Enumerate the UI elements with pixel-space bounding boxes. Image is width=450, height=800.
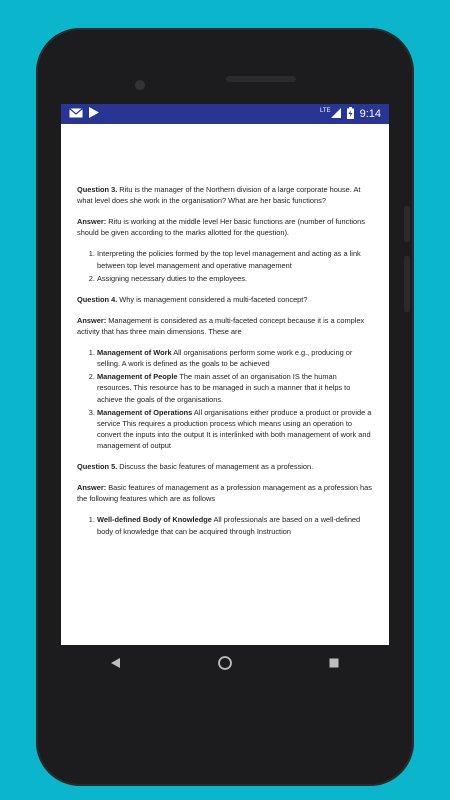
- status-bar: [61, 104, 389, 124]
- back-icon[interactable]: [104, 651, 128, 675]
- question-5: Question 5. Discuss the basic features of management as a profession.: [77, 462, 314, 472]
- document-content: [61, 124, 389, 537]
- clock: 9:14: [359, 108, 381, 120]
- speaker-grille: [226, 76, 296, 82]
- answer-5: Answer: Basic features of management as a profession management as a profession has the following features which are as follows: [77, 483, 372, 504]
- list-item: 2. Management of People The main asset of an organisation IS the human resources. This resource has to be managed in such a manner that it helps to achieve the goals of the organisations.: [97, 371, 373, 404]
- battery-charging-icon: [347, 107, 354, 122]
- signal-icon: [331, 108, 341, 121]
- answer-3: Answer: Ritu is working at the middle level Her basic functions are (number of functions should be given according to the marks allotted for the question).: [77, 217, 365, 238]
- answer-4: Answer: Management is considered as a multi-faceted concept because it is a complex activity that has three main dimensions. These are: [77, 315, 365, 336]
- answer-3-list: [77, 248, 373, 283]
- camera-icon: [135, 80, 145, 90]
- navigation-bar: [61, 645, 389, 681]
- gmail-icon: [69, 108, 83, 121]
- list-item: 2. Assigning necessary duties to the employees.: [97, 273, 373, 284]
- list-item: 1. Well-defined Body of Knowledge All professionals are based on a well-defined body of knowledge that can be acquired through Instruction: [97, 514, 373, 536]
- network-type: LTE: [320, 108, 331, 114]
- list-item: 1. Interpreting the policies formed by the top level management and acting as a link between top level management and operative management: [97, 248, 373, 270]
- screen: [61, 104, 389, 645]
- list-item: 3. Management of Operations All organisations either produce a product or provide a service This requires a production process which means using an operation to convert the inputs into the output It is interlinked with both management of work and management of output: [97, 407, 373, 451]
- home-icon[interactable]: [213, 651, 237, 675]
- answer-5-list: [77, 514, 373, 536]
- question-4: Question 4. Why is management considered a multi-faceted concept?: [77, 294, 308, 304]
- list-item: 1. Management of Work All organisations perform some work e.g., producing or selling. A work is defined as the goals to be achieved: [97, 347, 373, 369]
- play-store-icon: [89, 107, 99, 121]
- power-button: [404, 256, 410, 312]
- recents-icon[interactable]: [322, 651, 346, 675]
- volume-button: [404, 206, 410, 242]
- question-3: Question 3. Ritu is the manager of the Northern division of a large corporate house. At what level does she work in the organisation? What are her basic functions?: [77, 185, 361, 206]
- answer-4-list: [77, 347, 373, 451]
